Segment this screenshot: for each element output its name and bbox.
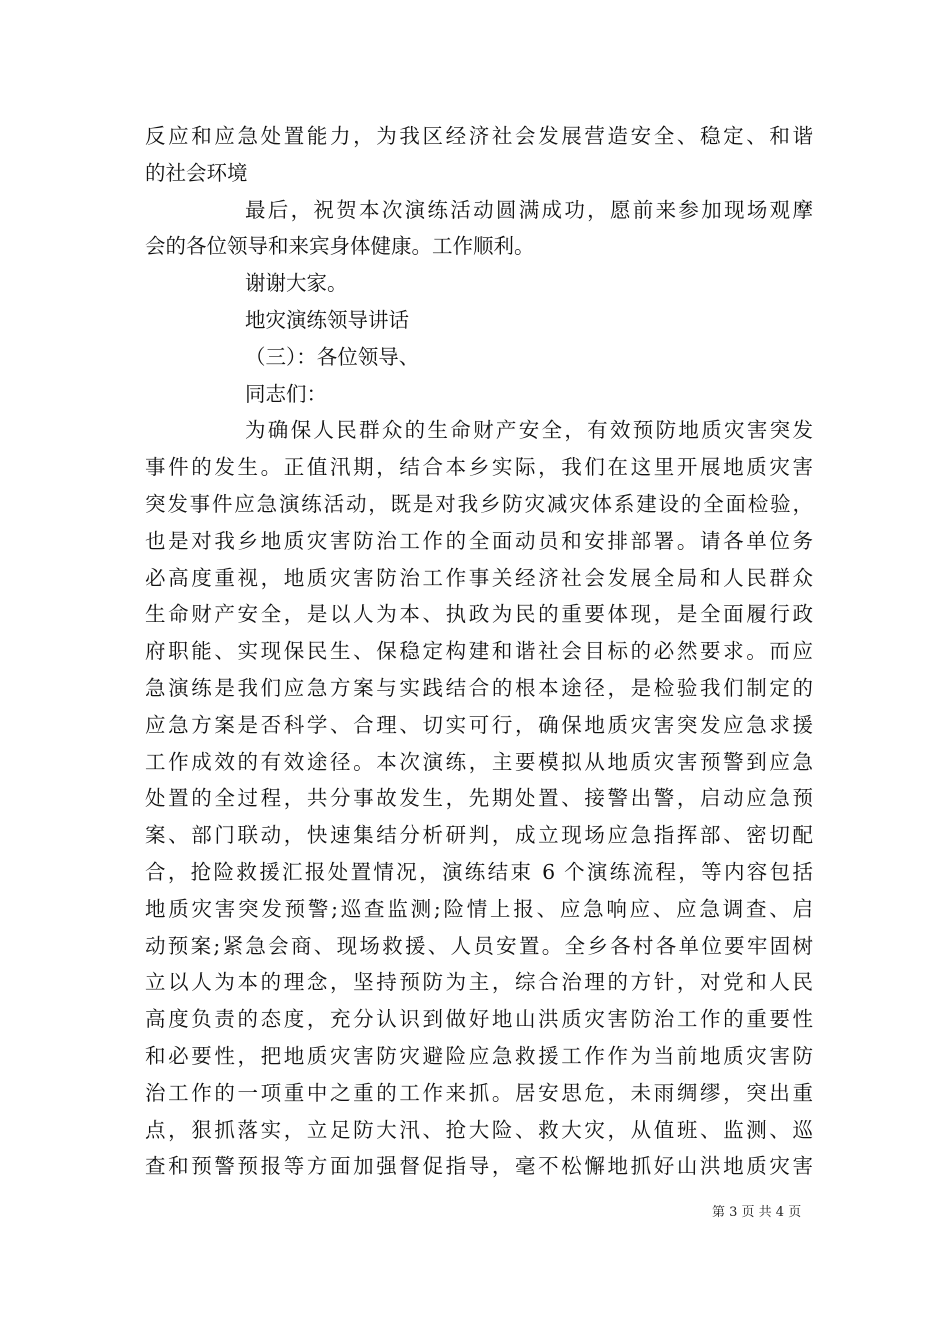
text-line: 案、部门联动，快速集结分析研判，成立现场应急指挥部、密切配 <box>145 823 813 848</box>
text-line: 事件的发生。正值汛期，结合本乡实际，我们在这里开展地质灾害 <box>145 455 813 480</box>
text-line: 必高度重视，地质灾害防治工作事关经济社会发展全局和人民群众 <box>145 565 813 590</box>
text-line: 的社会环境 <box>145 160 248 185</box>
text-line: 地质灾害突发预警;巡查监测;险情上报、应急响应、应急调查、启 <box>145 896 813 921</box>
text-line: 动预案;紧急会商、现场救援、人员安置。全乡各村各单位要牢固树 <box>145 933 813 958</box>
text-line: 处置的全过程，共分事故发生，先期处置、接警出警，启动应急预 <box>145 786 813 811</box>
text-line: 府职能、实现保民生、保稳定构建和谐社会目标的必然要求。而应 <box>145 639 813 664</box>
text-line: 反应和应急处置能力，为我区经济社会发展营造安全、稳定、和谐 <box>145 124 813 148</box>
text-line: 治工作的一项重中之重的工作来抓。居安思危，未雨绸缪，突出重 <box>145 1080 813 1105</box>
text-line: 查和预警预报等方面加强督促指导，毫不松懈地抓好山洪地质灾害 <box>145 1154 813 1179</box>
text-line: 合，抢险救援汇报处置情况，演练结束 6 个演练流程，等内容包括 <box>145 859 813 884</box>
text-line: 为确保人民群众的生命财产安全，有效预防地质灾害突发 <box>245 418 813 443</box>
text-line: 也是对我乡地质灾害防治工作的全面动员和安排部署。请各单位务 <box>145 528 813 553</box>
text-line: 高度负责的态度，充分认识到做好地山洪质灾害防治工作的重要性 <box>145 1007 813 1032</box>
text-line: 急演练是我们应急方案与实践结合的根本途径，是检验我们制定的 <box>145 675 813 700</box>
text-line: （三）：各位领导、 <box>245 344 420 369</box>
text-line: 地灾演练领导讲话 <box>245 307 409 332</box>
text-line: 最后，祝贺本次演练活动圆满成功，愿前来参加现场观摩 <box>245 197 813 222</box>
text-line: 和必要性，把地质灾害防灾避险应急救援工作作为当前地质灾害防 <box>145 1043 813 1068</box>
document-body <box>145 118 813 1185</box>
text-line: 工作成效的有效途径。本次演练，主要模拟从地质灾害预警到应急 <box>145 749 813 774</box>
text-line: 生命财产安全，是以人为本、执政为民的重要体现，是全面履行政 <box>145 602 813 627</box>
text-line: 谢谢大家。 <box>245 271 348 296</box>
text-line: 同志们： <box>245 381 327 406</box>
text-line: 点，狠抓落实，立足防大汛、抢大险、救大灾，从值班、监测、巡 <box>145 1117 813 1142</box>
text-line: 突发事件应急演练活动，既是对我乡防灾减灾体系建设的全面检验， <box>145 491 813 516</box>
text-line: 应急方案是否科学、合理、切实可行，确保地质灾害突发应急求援 <box>145 712 813 737</box>
page-number-footer: 第 3 页 共 4 页 <box>712 1205 802 1220</box>
text-line: 会的各位领导和来宾身体健康。工作顺利。 <box>145 234 535 259</box>
text-line: 立以人为本的理念，坚持预防为主，综合治理的方针，对党和人民 <box>145 970 813 995</box>
